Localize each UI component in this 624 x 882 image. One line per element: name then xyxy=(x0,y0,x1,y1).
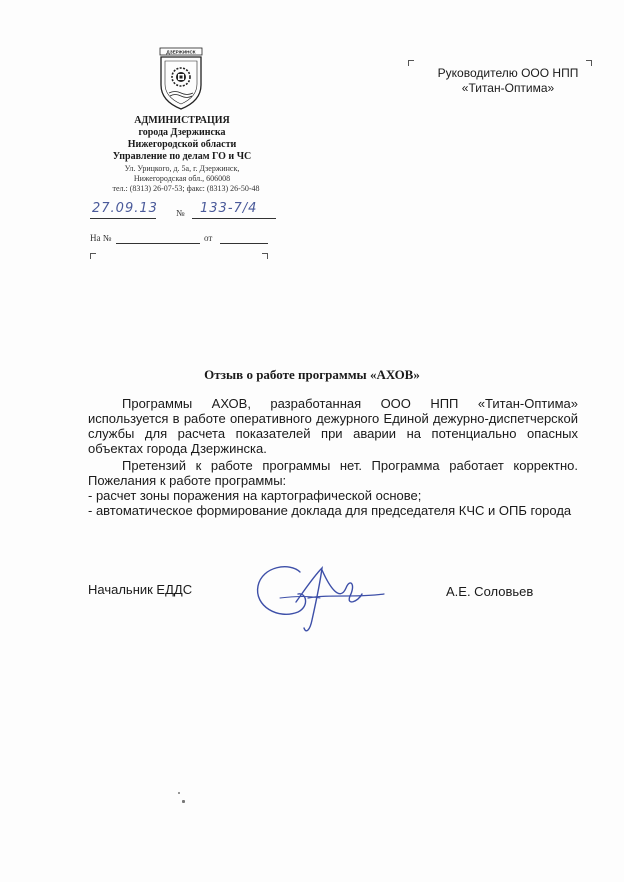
body-list-item-1: - расчет зоны поражения на картографической основе; xyxy=(88,488,422,503)
handwritten-signature xyxy=(250,558,390,638)
document-body xyxy=(88,396,578,518)
corner-mark-top-left xyxy=(90,253,96,259)
reference-number-line xyxy=(116,243,200,244)
signatory-name: А.Е. Соловьев xyxy=(446,584,534,599)
sender-organization xyxy=(82,115,282,163)
sender-line-2: города Дзержинска xyxy=(138,127,226,138)
scan-speck xyxy=(182,800,185,803)
reference-from-label: от xyxy=(204,233,213,243)
registration-number-label: № xyxy=(176,208,185,218)
registration-number: 133-7/4 xyxy=(200,201,258,216)
registration-date: 27.09.13 xyxy=(92,201,158,216)
addressee xyxy=(418,66,598,96)
sender-address xyxy=(82,164,282,184)
addressee-line-1: Руководителю ООО НПП xyxy=(437,66,579,80)
sender-line-4: Управление по делам ГО и ЧС xyxy=(112,151,252,162)
corner-mark-top-right xyxy=(262,253,268,259)
sender-address-line-1: Ул. Урицкого, д. 5а, г. Дзержинск, xyxy=(124,164,240,173)
sender-line-1: АДМИНИСТРАЦИЯ xyxy=(134,115,230,126)
reference-number-label: На № xyxy=(90,233,112,243)
sender-contacts: тел.: (8313) 26-07-53; факс: (8313) 26-50-48 xyxy=(112,184,260,193)
body-list-item-2: - автоматическое формирование доклада для председателя КЧС и ОПБ города xyxy=(88,503,572,518)
document-title: Отзыв о работе программы «АХОВ» xyxy=(204,367,420,382)
body-paragraph-2: Претензий к работе программы нет. Программа работает корректно. Пожелания к работе программы: xyxy=(88,458,578,488)
sender-address-line-2: Нижегородская обл., 606008 xyxy=(133,174,231,183)
signatory-position: Начальник ЕДДС xyxy=(88,582,193,597)
reference-from-line xyxy=(220,243,268,244)
addressee-corner-left xyxy=(408,60,414,66)
number-underline xyxy=(192,218,276,219)
addressee-line-2: «Титан-Оптима» xyxy=(461,81,555,95)
date-underline xyxy=(90,218,156,219)
scan-speck xyxy=(178,792,180,794)
sender-line-3: Нижегородской области xyxy=(127,139,237,150)
body-paragraph-1: Программы АХОВ, разработанная ООО НПП «Титан-Оптима» используется в работе оперативного дежурного Единой дежурно-диспетчерской службы для расчета показателей при аварии на потенциально опасных объектах города Дзержинска. xyxy=(88,396,578,456)
city-coat-of-arms-icon xyxy=(157,47,205,111)
emblem-banner-text: ДЗЕРЖИНСК xyxy=(166,49,196,55)
